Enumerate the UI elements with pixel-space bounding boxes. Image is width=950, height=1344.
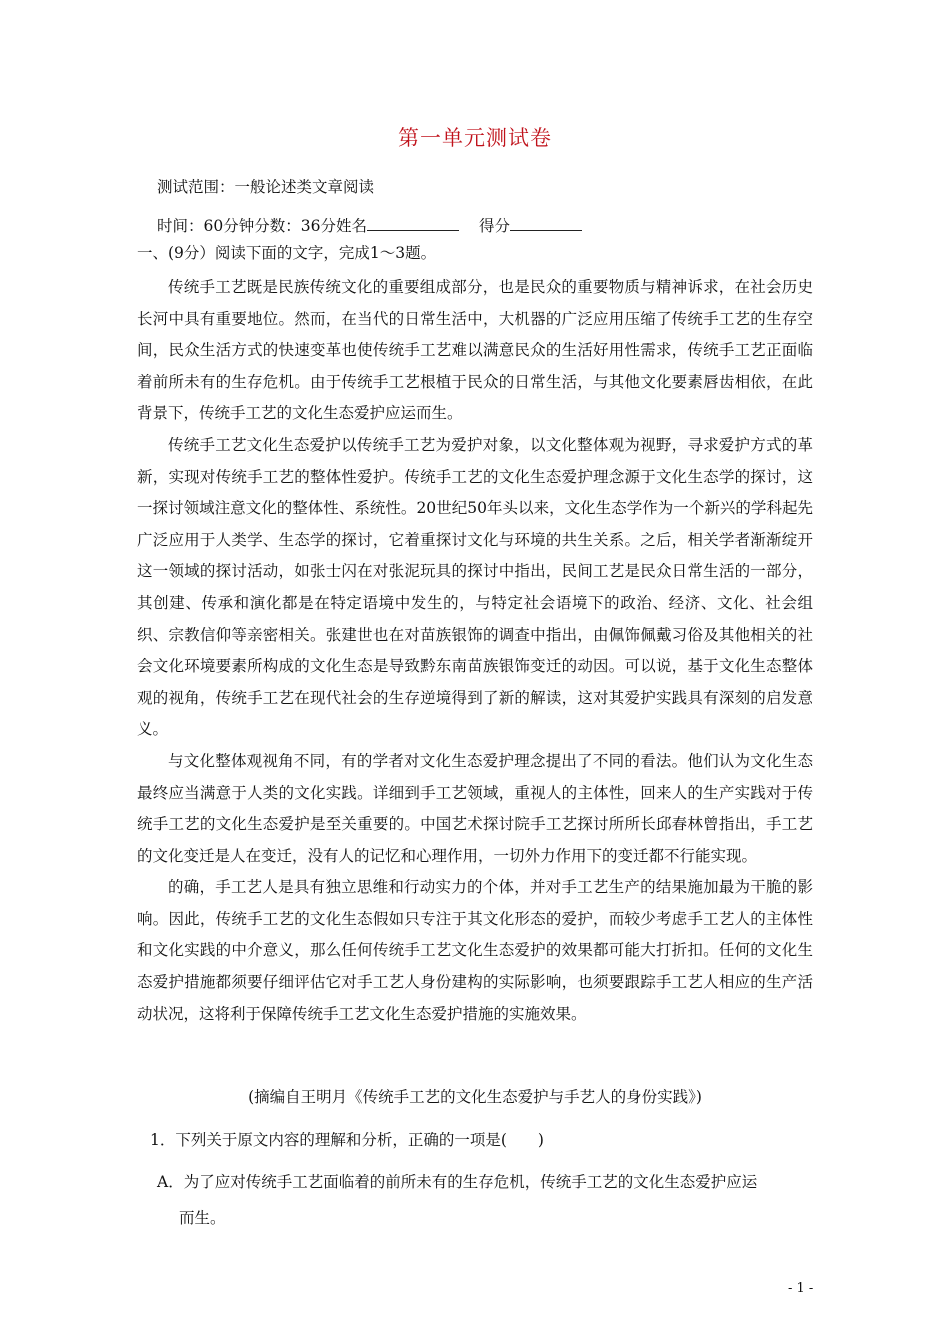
score-label: 得分: [478, 217, 510, 235]
name-blank[interactable]: [367, 214, 459, 231]
option-a-line1: A．为了应对传统手工艺面临着的前所未有的生存危机，传统手工艺的文化生态爱护应运: [157, 1173, 758, 1191]
info-text: 时间：60分钟分数：36分姓名: [157, 217, 367, 235]
option-a-line2: 而生。: [179, 1209, 226, 1227]
score-blank[interactable]: [510, 214, 582, 231]
page-number: - 1 -: [788, 1281, 814, 1296]
passage-paragraph: 与文化整体观视角不同，有的学者对文化生态爱护理念提出了不同的看法。他们认为文化生态最终应当满意于人类的文化实践。详细到手工艺领域，重视人的主体性，回来人的生产实践对于传统手工艺的文化生态爱护是至关重要的。中国艺术探讨院手工艺探讨所所长邱春林曾指出，手工艺的文化变迁是人在变迁，没有人的记忆和心理作用，一切外力作用下的变迁都不行能实现。: [137, 751, 813, 865]
section-heading: 一、(9分）阅读下面的文字，完成1～3题。: [137, 244, 437, 262]
test-info-line: [157, 214, 582, 236]
passage-source: (摘编自王明月《传统手工艺的文化生态爱护与手艺人的身份实践》): [248, 1088, 702, 1106]
question-1-stem: 1．下列关于原文内容的理解和分析，正确的一项是( ): [150, 1131, 544, 1149]
passage-paragraph: 的确，手工艺人是具有独立思维和行动实力的个体，并对手工艺生产的结果施加最为干脆的影响。因此，传统手工艺的文化生态假如只专注于其文化形态的爱护，而较少考虑手工艺人的主体性和文化实践的中介意义，那么任何传统手工艺文化生态爱护的效果都可能大打折扣。任何的文化生态爱护措施都须要仔细评估它对手工艺人身份建构的实际影响，也须要跟踪手工艺人相应的生产活动状况，这将利于保障传统手工艺文化生态爱护措施的实施效果。: [137, 878, 813, 1023]
reading-passage: [137, 272, 813, 1030]
passage-paragraph: 传统手工艺既是民族传统文化的重要组成部分，也是民众的重要物质与精神诉求，在社会历史长河中具有重要地位。然而，在当代的日常生活中，大机器的广泛应用压缩了传统手工艺的生存空间，民众生活方式的快速变革也使传统手工艺难以满意民众的生活好用性需求，传统手工艺正面临着前所未有的生存危机。由于传统手工艺根植于民众的日常生活，与其他文化要素唇齿相依，在此背景下，传统手工艺的文化生态爱护应运而生。: [137, 278, 813, 423]
test-scope-line: 测试范围：一般论述类文章阅读: [157, 178, 375, 196]
question-1-option-a: [157, 1164, 817, 1236]
page-title: 第一单元测试卷: [398, 126, 552, 150]
passage-paragraph: 传统手工艺文化生态爱护以传统手工艺为爱护对象，以文化整体观为视野，寻求爱护方式的革新，实现对传统手工艺的整体性爱护。传统手工艺的文化生态爱护理念源于文化生态学的探讨，这一探讨领域注意文化的整体性、系统性。20世纪50年头以来，文化生态学作为一个新兴的学科起先广泛应用于人类学、生态学的探讨，它着重探讨文化与环境的共生关系。之后，相关学者渐渐绽开这一领域的探讨活动，如张士闪在对张泥玩具的探讨中指出，民间工艺是民众日常生活的一部分，其创建、传承和演化都是在特定语境中发生的，与特定社会语境下的政治、经济、文化、社会组织、宗教信仰等亲密相关。张建世也在对苗族银饰的调查中指出，由佩饰佩戴习俗及其他相关的社会文化环境要素所构成的文化生态是导致黔东南苗族银饰变迁的动因。可以说，基于文化生态整体观的视角，传统手工艺在现代社会的生存逆境得到了新的解读，这对其爱护实践具有深刻的启发意义。: [137, 435, 813, 739]
